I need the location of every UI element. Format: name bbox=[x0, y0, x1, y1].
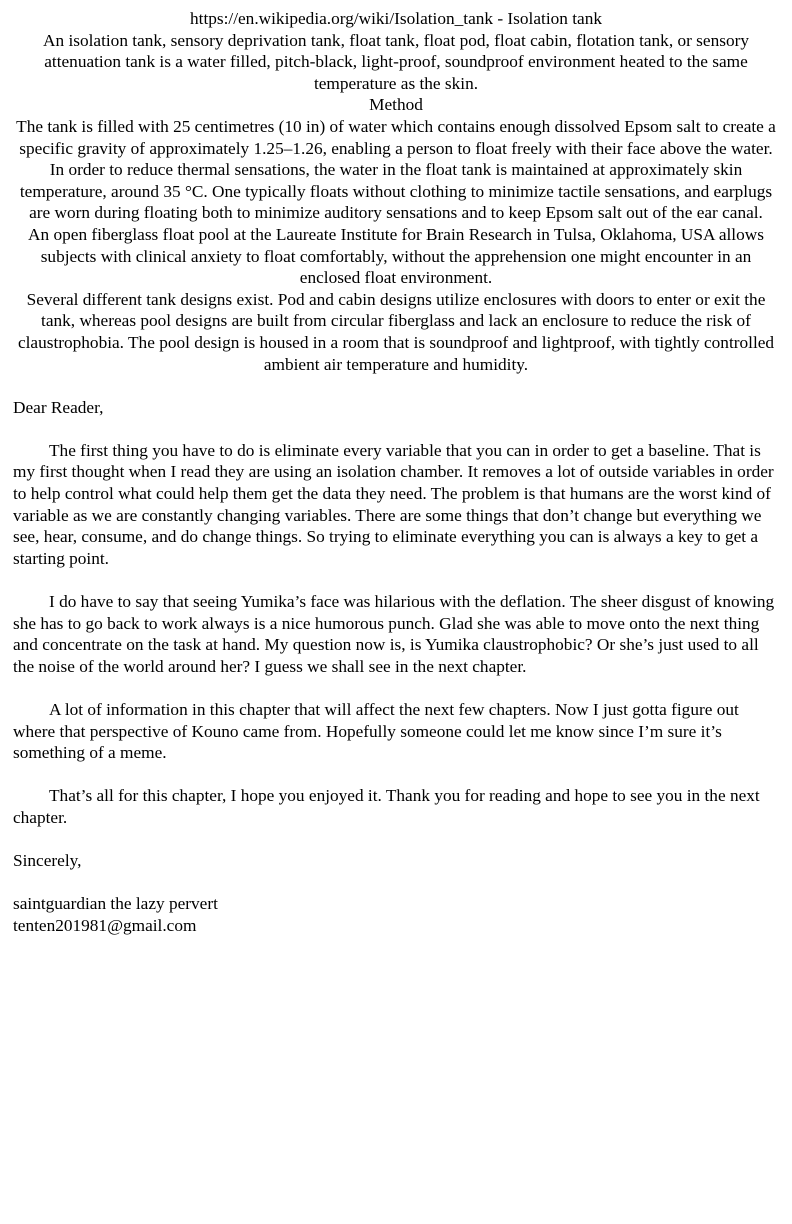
section-heading: Method bbox=[369, 95, 423, 115]
method-paragraph: The tank is filled with 25 centimetres (10 in) of water which contains enough dissolved Epsom salt to create a specific gravity of approximately 1.25–1.26, enabling a person to float freely with their face above the water. In order to reduce thermal sensations, the water in the float tank is maintained at approximately skin temperature, around 35 °C. One typically floats without clothing to minimize tactile sensations, and earplugs are worn during floating both to minimize auditory sensations and to keep Epsom salt out of the ear canal. bbox=[16, 116, 776, 223]
source-line: https://en.wikipedia.org/wiki/Isolation_tank - Isolation tank bbox=[190, 9, 602, 28]
letter-paragraph: The first thing you have to do is eliminate every variable that you can in order to get a baseline. That is my first thought when I read they are using an isolation chamber. It removes a lot of outside variables in order to help control what could help them get the data they need. The problem is that humans are the worst kind of variable as we are constantly changing variables. There are some things that don’t change but everything we see, hear, consume, and do change things. So trying to eliminate everything you can is always a key to get a starting point. bbox=[13, 440, 774, 568]
letter bbox=[13, 397, 782, 937]
closing: Sincerely, bbox=[13, 851, 82, 871]
signature-block bbox=[13, 893, 782, 936]
intro-paragraph: An isolation tank, sensory deprivation tank, float tank, float pod, float cabin, flotation tank, or sensory attenuation tank is a water filled, pitch-black, light-proof, soundproof environment heated to the same temperature as the skin. bbox=[43, 30, 749, 93]
greeting: Dear Reader, bbox=[13, 397, 104, 417]
wiki-excerpt bbox=[13, 8, 779, 375]
letter-paragraph: A lot of information in this chapter that will affect the next few chapters. Now I just gotta figure out where that perspective of Kouno came from. Hopefully someone could let me know since I’m sure it’s something of a meme. bbox=[13, 700, 739, 763]
method-paragraph: Several different tank designs exist. Pod and cabin designs utilize enclosures with doors to enter or exit the tank, whereas pool designs are built from circular fiberglass and lack an enclosure to reduce the risk of claustrophobia. The pool design is housed in a room that is soundproof and lightproof, with tightly controlled ambient air temperature and humidity. bbox=[17, 289, 775, 374]
letter-paragraph: That’s all for this chapter, I hope you enjoyed it. Thank you for reading and hope to see you in the next chapter. bbox=[13, 786, 760, 827]
signature-name: saintguardian the lazy pervert bbox=[13, 894, 218, 914]
letter-paragraph: I do have to say that seeing Yumika’s face was hilarious with the deflation. The sheer disgust of knowing she has to go back to work always is a nice humorous punch. Glad she was able to move onto the next thing and concentrate on the task at hand. My question now is, is Yumika claustrophobic? Or she’s just used to all the noise of the world around her? I guess we shall see in the next chapter. bbox=[13, 592, 775, 676]
signature-email: tenten201981@gmail.com bbox=[13, 915, 197, 935]
method-paragraph: An open fiberglass float pool at the Laureate Institute for Brain Research in Tulsa, Oklahoma, USA allows subjects with clinical anxiety to float comfortably, without the apprehension one might encounter in an enclosed float environment. bbox=[28, 224, 764, 288]
